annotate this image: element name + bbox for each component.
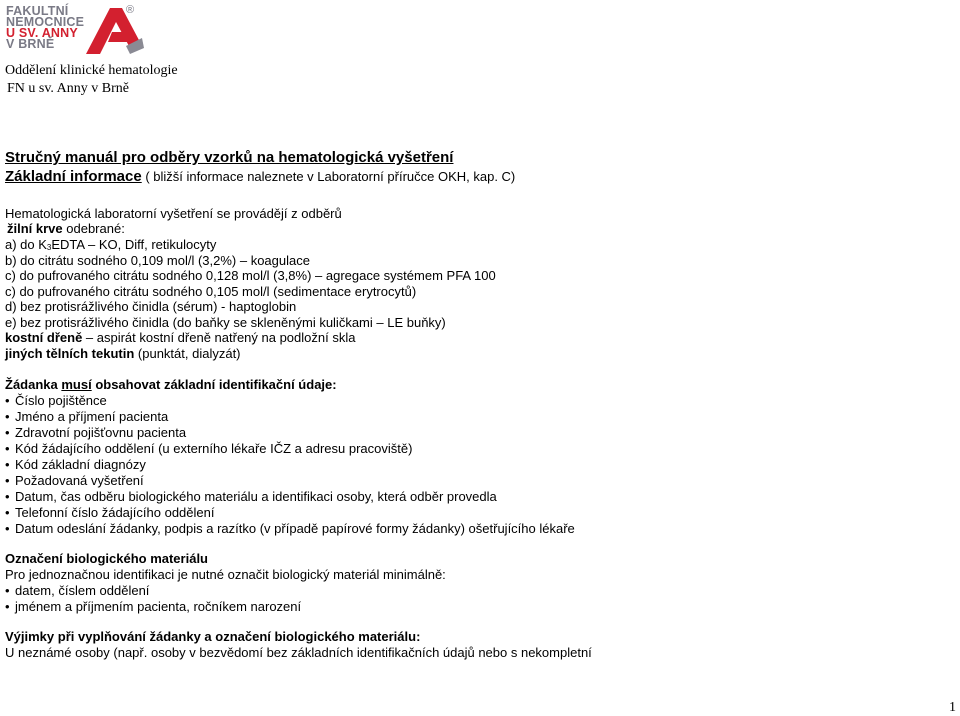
hospital-name: FN u sv. Anny v Brně (7, 81, 129, 96)
list-item: • Zdravotní pojišťovnu pacienta (5, 425, 186, 441)
basic-info-heading: Základní informace (5, 168, 142, 185)
department-name: Oddělení klinické hematologie (5, 63, 178, 78)
fluids-rest: (punktát, dialyzát) (134, 346, 241, 361)
page-number: 1 (949, 700, 956, 715)
list-item-d: d) bez protisrážlivého činidla (sérum) - haptoglobin (5, 299, 297, 314)
marrow-line (5, 330, 355, 346)
list-item-b: b) do citrátu sodného 0,109 mol/l (3,2%) – koagulace (5, 253, 310, 268)
list-item: • Požadovaná vyšetření (5, 473, 144, 489)
basic-info-note: ( bližší informace naleznete v Laboratorní příručce OKH, kap. C) (141, 169, 516, 184)
list-item: • Telefonní číslo žádajícího oddělení (5, 505, 214, 521)
list-item: • Kód žádajícího oddělení (u externího lékaře IČZ a adresu pracoviště) (5, 441, 412, 457)
department-block (5, 62, 178, 98)
logo-line-3: U SV. ANNY (6, 26, 78, 40)
venous-rest: odebrané: (62, 221, 125, 236)
fluids-line (5, 346, 241, 362)
venous-heading: žilní krve (7, 221, 63, 236)
marrow-heading: kostní dřeně (5, 330, 83, 345)
fluids-heading: jiných tělních tekutin (5, 346, 135, 361)
list-item: • datem, číslem oddělení (5, 583, 149, 599)
labeling-heading: Označení biologického materiálu (5, 551, 208, 566)
item-a-subscript: 3 (46, 243, 52, 252)
hospital-logo (4, 2, 146, 56)
list-item: • Datum odeslání žádanky, podpis a razítko (v případě papírové formy žádanky) ošetřujícího lékaře (5, 521, 575, 537)
list-item: • Datum, čas odběru biologického materiálu a identifikaci osoby, která odběr provedla (5, 489, 497, 505)
request-heading-pre: Žádanka (5, 377, 62, 392)
intro-line: Hematologická laboratorní vyšetření se provádějí z odběrů (5, 206, 342, 221)
logo-line-4: V BRNĚ (6, 37, 55, 51)
request-heading-post: obsahovat základní identifikační údaje: (91, 377, 337, 392)
list-item-c2: c) do pufrovaného citrátu sodného 0,105 mol/l (sedimentace erytrocytů) (5, 284, 417, 299)
list-item: • Jméno a příjmení pacienta (5, 409, 168, 425)
basic-info-line (5, 169, 515, 185)
list-item-c1: c) do pufrovaného citrátu sodného 0,128 mol/l (3,8%) – agregace systémem PFA 100 (5, 268, 496, 283)
logo-a-mark-icon (82, 2, 146, 56)
list-item: • Kód základní diagnózy (5, 457, 146, 473)
labeling-intro: Pro jednoznačnou identifikaci je nutné označit biologický materiál minimálně: (5, 567, 446, 582)
registered-mark: ® (126, 4, 135, 16)
list-item: • jménem a příjmením pacienta, ročníkem narození (5, 599, 301, 615)
exceptions-text: U neznámé osoby (např. osoby v bezvědomí bez základních identifikačních údajů nebo s nekompletní (5, 645, 592, 660)
logo-line-1: FAKULTNÍ (6, 4, 69, 18)
item-a-text: EDTA – KO, Diff, retikulocyty (51, 237, 217, 252)
item-a-prefix: a) do K (5, 237, 47, 252)
logo-line-2: NEMOCNICE (6, 15, 85, 29)
request-heading (5, 377, 337, 393)
venous-line (7, 221, 125, 237)
list-item: • Číslo pojištěnce (5, 393, 107, 409)
logo-text (6, 6, 84, 50)
request-heading-must: musí (61, 377, 92, 392)
exceptions-heading: Výjimky při vyplňování žádanky a označení biologického materiálu: (5, 629, 421, 644)
page-title: Stručný manuál pro odběry vzorků na hematologická vyšetření (5, 149, 454, 166)
marrow-rest: – aspirát kostní dřeně natřený na podložní skla (82, 330, 356, 345)
list-item-e: e) bez protisrážlivého činidla (do baňky se skleněnými kuličkami – LE buňky) (5, 315, 446, 330)
